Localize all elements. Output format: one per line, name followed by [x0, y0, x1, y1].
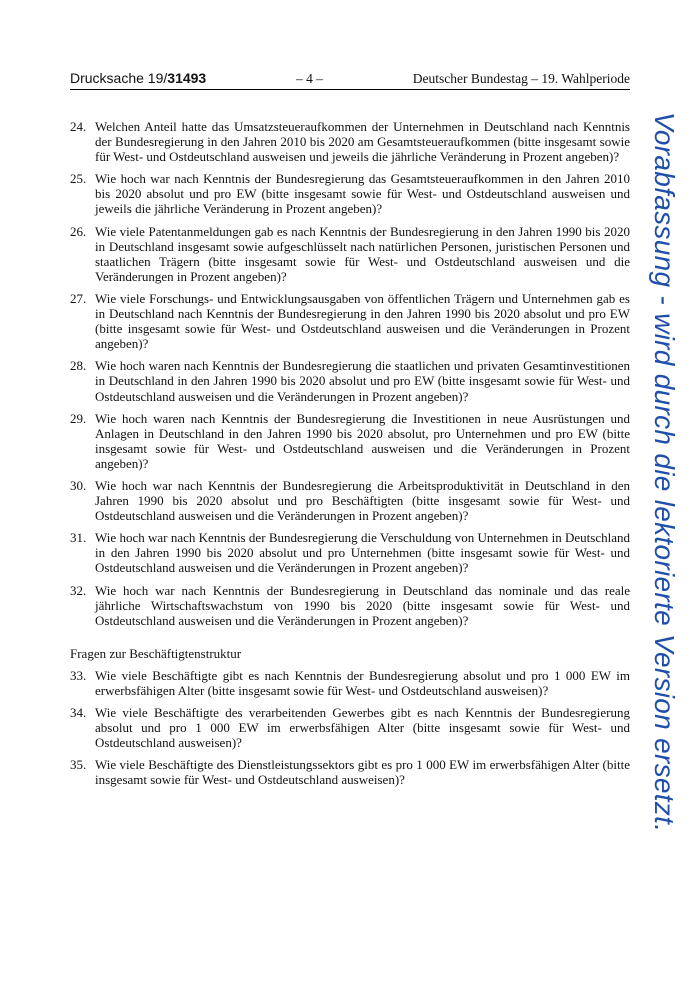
- question-number: 31.: [70, 530, 87, 546]
- question-number: 32.: [70, 582, 87, 598]
- question-item: [70, 171, 630, 216]
- document-number: 31493: [167, 70, 207, 86]
- publisher-label: Deutscher Bundestag – 19. Wahlperiode: [412, 71, 630, 86]
- question-text: Welchen Anteil hatte das Umsatzsteueraufkommen der Unternehmen in Deutschland nach Kenntnis der Bundesregierung in den Jahren 2010 bis 2020 am Gesamtsteueraufkommen (bitte insgesamt sowie für West- und Ostdeutschland ausweisen und jeweils die jährliche Veränderung in Prozent angeben)?: [95, 119, 630, 165]
- question-text: Wie hoch waren nach Kenntnis der Bundesregierung die Investitionen in neue Ausrüstungen und Anlagen in Deutschland in den Jahren 1990 bis 2020 absolut, pro Unternehmen und pro EW (bitte insgesamt sowie für West- und Ostdeutschland ausweisen und die Veränderungen in Prozent angeben)?: [95, 410, 630, 471]
- page-number: – 4 –: [295, 71, 323, 86]
- question-number: 34.: [70, 705, 87, 720]
- question-number: 33.: [70, 667, 87, 683]
- question-text: Wie hoch war nach Kenntnis der Bundesregierung in Deutschland das nominale und das reale jährliche Wirtschaftswachstum von 1990 bis 2020 (bitte insgesamt sowie für West- und Ostdeutschland ausweisen und die Veränderungen in Prozent angeben)?: [95, 582, 630, 628]
- question-number: 24.: [70, 119, 87, 134]
- question-number: 25.: [70, 171, 87, 187]
- question-item: [70, 668, 630, 698]
- question-text: Wie hoch waren nach Kenntnis der Bundesregierung die staatlichen und privaten Gesamtinvestitionen in Deutschland in den Jahren 1990 bis 2020 absolut und pro EW (bitte insgesamt sowie für West- und Ostdeutschland ausweisen und die Veränderungen in Prozent angeben)?: [95, 358, 630, 404]
- question-text: Wie viele Patentanmeldungen gab es nach Kenntnis der Bundesregierung in den Jahren 1990 bis 2020 in Deutschland insgesamt sowie aufgeschlüsselt nach natürlichen Personen, juristischen Personen und staatlichen Trägern (bitte insgesamt sowie für West- und Ostdeutschland ausweisen und die Veränderungen in Prozent angeben)?: [95, 223, 630, 284]
- question-list: [70, 119, 630, 794]
- question-text: Wie viele Beschäftigte des verarbeitenden Gewerbes gibt es nach Kenntnis der Bundesregierung absolut und pro 1 000 EW im erwerbsfähigen Alter (bitte insgesamt sowie für West- und Ostdeutschland ausweisen)?: [95, 705, 630, 751]
- question-group-economy: [70, 119, 630, 628]
- question-number: 30.: [70, 477, 87, 493]
- question-number: 27.: [70, 290, 87, 306]
- question-item: [70, 224, 630, 284]
- question-number: 29.: [70, 410, 87, 426]
- draft-watermark: [640, 112, 688, 882]
- document-id: [70, 70, 206, 86]
- question-item: [70, 358, 630, 403]
- question-text: Wie viele Beschäftigte des Dienstleistungssektors gibt es pro 1 000 EW im erwerbsfähigen Alter (bitte insgesamt sowie für West- und Ostdeutschland ausweisen)?: [95, 757, 630, 788]
- watermark-text: Vorabfassung - wird durch die lektorierte Version ersetzt.: [649, 112, 680, 833]
- section-heading: Fragen zur Beschäftigtenstruktur: [70, 645, 242, 661]
- question-number: 28.: [70, 358, 87, 374]
- question-group-employment: [70, 668, 630, 788]
- question-item: [70, 119, 630, 164]
- question-text: Wie hoch war nach Kenntnis der Bundesregierung die Verschuldung von Unternehmen in Deutschland in den Jahren 1990 bis 2020 absolut und pro Unternehmen (bitte insgesamt sowie für West- und Ostdeutschland ausweisen und die Veränderungen in Prozent angeben)?: [95, 530, 630, 576]
- question-item: [70, 530, 630, 575]
- question-item: [70, 478, 630, 523]
- question-item: [70, 757, 630, 787]
- question-item: [70, 705, 630, 750]
- question-text: Wie hoch war nach Kenntnis der Bundesregierung das Gesamtsteueraufkommen in den Jahren 2010 bis 2020 absolut und pro EW (bitte insgesamt sowie für West- und Ostdeutschland ausweisen und jeweils die jährliche Veränderung in Prozent angeben)?: [95, 171, 630, 217]
- page-header: [70, 70, 630, 87]
- question-number: 26.: [70, 223, 87, 239]
- question-text: Wie viele Forschungs- und Entwicklungsausgaben von öffentlichen Trägern und Unternehmen gab es in Deutschland nach Kenntnis der Bundesregierung in den Jahren 1990 bis 2020 absolut und pro EW (bitte insgesamt sowie für West- und Ostdeutschland ausweisen und die Veränderungen in Prozent angeben)?: [95, 290, 630, 352]
- document-label: Drucksache 19/: [70, 70, 168, 86]
- header-divider: [70, 89, 630, 90]
- question-item: [70, 583, 630, 628]
- question-item: [70, 411, 630, 471]
- question-number: 35.: [70, 757, 87, 773]
- question-item: [70, 291, 630, 351]
- question-text: Wie viele Beschäftigte gibt es nach Kenntnis der Bundesregierung absolut und pro 1 000 EW im erwerbsfähigen Alter (bitte insgesamt sowie für West- und Ostdeutschland ausweisen)?: [95, 667, 630, 698]
- question-text: Wie hoch war nach Kenntnis der Bundesregierung die Arbeitsproduktivität in Deutschland in den Jahren 1990 bis 2020 absolut und pro Beschäftigten (bitte insgesamt sowie für West- und Ostdeutschland ausweisen und die Veränderungen in Prozent angeben)?: [95, 477, 630, 524]
